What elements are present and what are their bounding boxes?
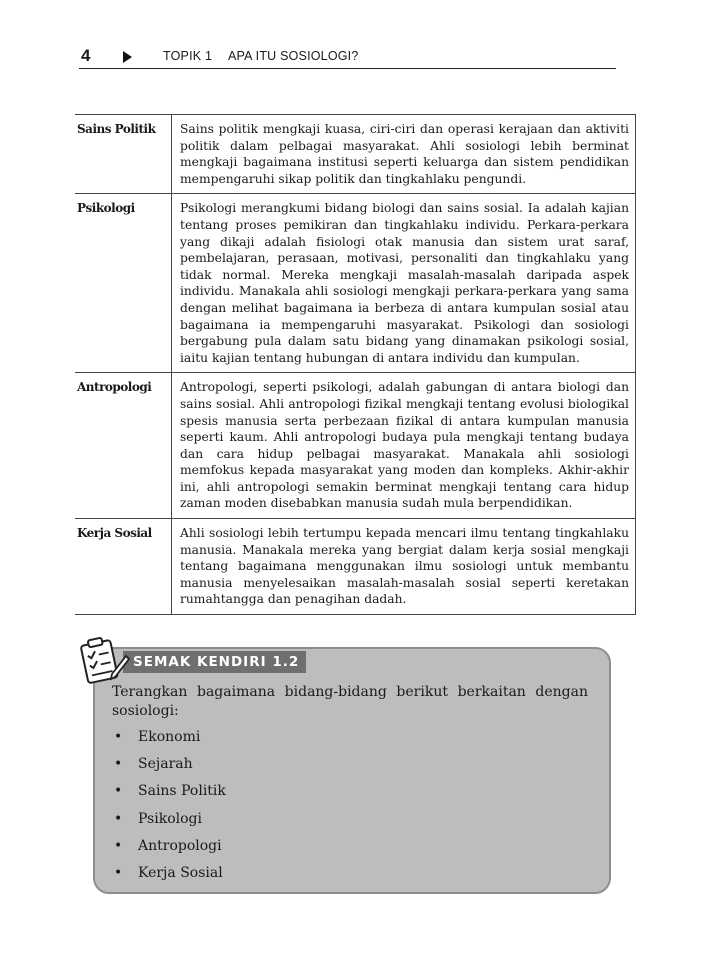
description-cell: Ahli sosiologi lebih tertumpu kepada mencari ilmu tentang tingkahlaku manusia. Manakala mereka yang bergiat dalam kerja sosial mengkaji tentang bagaimana menggunakan ilmu sosiologi untuk membantu manusia menyelesaikan masalah-masalah sosial seperti keretakan rumahtangga dan penagihan dadah. [172, 519, 636, 615]
list-item [112, 782, 226, 809]
term-cell: Psikologi [75, 194, 172, 373]
page-header [79, 46, 616, 69]
self-check-title: SEMAK KENDIRI 1.2 [123, 651, 306, 673]
triangle-arrow-icon [123, 51, 132, 63]
bullet-glyph: • [114, 783, 123, 800]
list-item [112, 837, 226, 864]
bullet-glyph: • [114, 756, 123, 773]
list-item [112, 864, 226, 891]
definitions-table [75, 114, 636, 615]
term-cell: Kerja Sosial [75, 519, 172, 615]
list-item [112, 810, 226, 837]
description-cell: Psikologi merangkumi bidang biologi dan sains sosial. Ia adalah kajian tentang proses pemikiran dan tingkahlaku individu. Perkara-perkara yang dikaji adalah fisiologi otak manusia dan sistem urat saraf, pembelajaran, perasaan, motivasi, personaliti dan tingkahlaku yang tidak normal. Mereka mengkaji masalah-masalah daripada aspek individu. Manakala ahli sosiologi mengkaji perkara-perkara yang sama dengan melihat bagaimana ia berbeza di antara kumpulan sosial atau bagaimana ia mempengaruhi masyarakat. Psikologi dan sosiologi bergabung pula dalam satu bidang yang dinamakan psikologi sosial, iaitu kajian tentang hubungan di antara individu dan kumpulan. [172, 194, 636, 373]
list-item-label: Kerja Sosial [138, 864, 223, 881]
bullet-glyph: • [114, 864, 123, 881]
table-row [75, 115, 636, 194]
bullet-glyph: • [114, 729, 123, 745]
list-item [112, 755, 226, 782]
term-cell: Sains Politik [75, 115, 172, 194]
list-item-label: Sains Politik [138, 783, 226, 800]
bullet-glyph: • [114, 837, 123, 854]
table-row [75, 194, 636, 373]
term-cell: Antropologi [75, 373, 172, 519]
list-item-label: Antropologi [138, 837, 222, 854]
self-check-instruction: Terangkan bagaimana bidang-bidang berikut berkaitan dengan sosiologi: [112, 684, 588, 719]
table-row [75, 373, 636, 519]
list-item-label: Psikologi [138, 810, 202, 827]
description-cell: Sains politik mengkaji kuasa, ciri-ciri dan operasi kerajaan dan aktiviti politik dalam pelbagai masyarakat. Ahli sosiologi lebih berminat mengkaji bagaimana institusi seperti keluarga dan sistem pendidikan mempengaruhi sikap politik dan tingkahlaku pengundi. [172, 115, 636, 194]
topic-title: APA ITU SOSIOLOGI? [228, 49, 359, 63]
self-check-list [112, 728, 226, 891]
list-item-label: Sejarah [138, 756, 193, 773]
list-item [112, 728, 226, 755]
clipboard-checklist-icon [72, 634, 132, 686]
bullet-glyph: • [114, 810, 123, 827]
list-item-label: Ekonomi [138, 729, 201, 745]
topic-label: TOPIK 1 [163, 49, 213, 63]
description-cell: Antropologi, seperti psikologi, adalah gabungan di antara biologi dan sains sosial. Ahli antropologi fizikal mengkaji tentang evolusi biologikal spesis manusia serta perbezaan fizikal di antara kumpulan manusia seperti kaum. Ahli antropologi budaya pula mengkaji tentang budaya dan cara hidup pelbagai masyarakat. Manakala ahli sosiologi memfokus kepada masyarakat yang moden dan kompleks. Akhir-akhir ini, ahli antropologi semakin berminat mengkaji tentang cara hidup zaman moden disebabkan manusia sudah mula berpendidikan. [172, 373, 636, 519]
table-row [75, 519, 636, 615]
page-number: 4 [81, 46, 91, 65]
